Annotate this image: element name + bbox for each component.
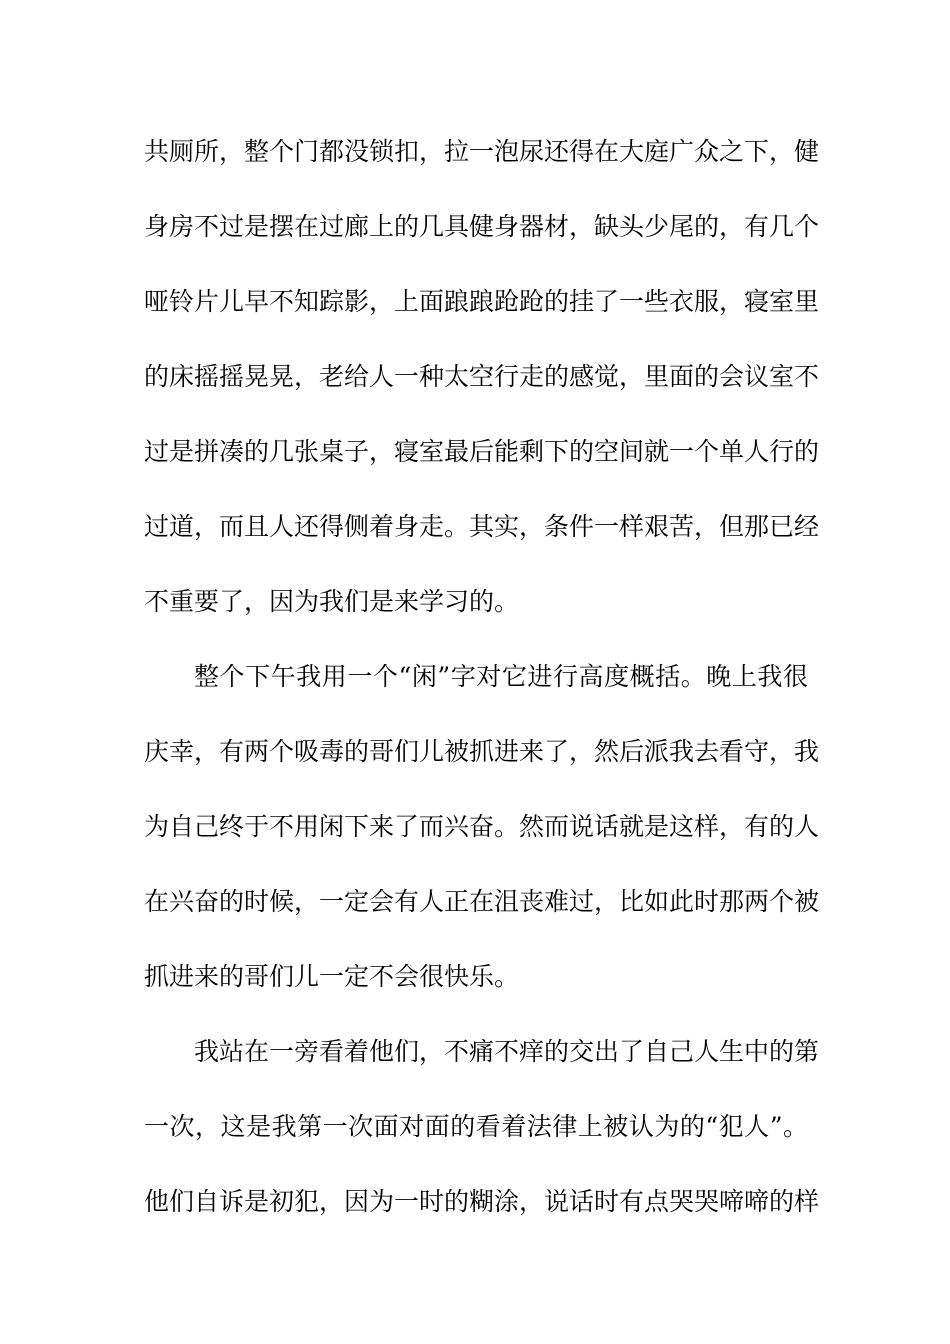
body-text-line: 庆幸，有两个吸毒的哥们儿被抓进来了，然后派我去看守，我: [144, 737, 820, 766]
paragraph-first-line: 我站在一旁看着他们，不痛不痒的交出了自己人生中的第: [194, 1037, 820, 1066]
body-text-line: 不重要了，因为我们是来学习的。: [144, 587, 520, 616]
body-text-line: 身房不过是摆在过廊上的几具健身器材，缺头少尾的，有几个: [144, 212, 820, 241]
body-text-line: 共厕所，整个门都没锁扣，拉一泡尿还得在大庭广众之下，健: [144, 137, 820, 166]
body-text-line: 的床摇摇晃晃，老给人一种太空行走的感觉，里面的会议室不: [144, 362, 820, 391]
body-text-line: 抓进来的哥们儿一定不会很快乐。: [144, 962, 520, 991]
body-text-line: 在兴奋的时候，一定会有人正在沮丧难过，比如此时那两个被: [144, 887, 820, 916]
paragraph-first-line: 整个下午我用一个“闲”字对它进行高度概括。晚上我很: [194, 662, 808, 691]
body-text-line: 过道，而且人还得侧着身走。其实，条件一样艰苦，但那已经: [144, 512, 820, 541]
body-text-line: 为自己终于不用闲下来了而兴奋。然而说话就是这样，有的人: [144, 812, 820, 841]
body-text-line: 一次，这是我第一次面对面的看着法律上被认为的“犯人”。: [144, 1112, 808, 1141]
body-text-line: 哑铃片儿早不知踪影，上面踉踉跄跄的挂了一些衣服，寝室里: [144, 287, 820, 316]
body-text-line: 他们自诉是初犯，因为一时的糊涂，说话时有点哭哭啼啼的样: [144, 1187, 820, 1216]
body-text-line: 过是拼凑的几张桌子，寝室最后能剩下的空间就一个单人行的: [144, 437, 820, 466]
